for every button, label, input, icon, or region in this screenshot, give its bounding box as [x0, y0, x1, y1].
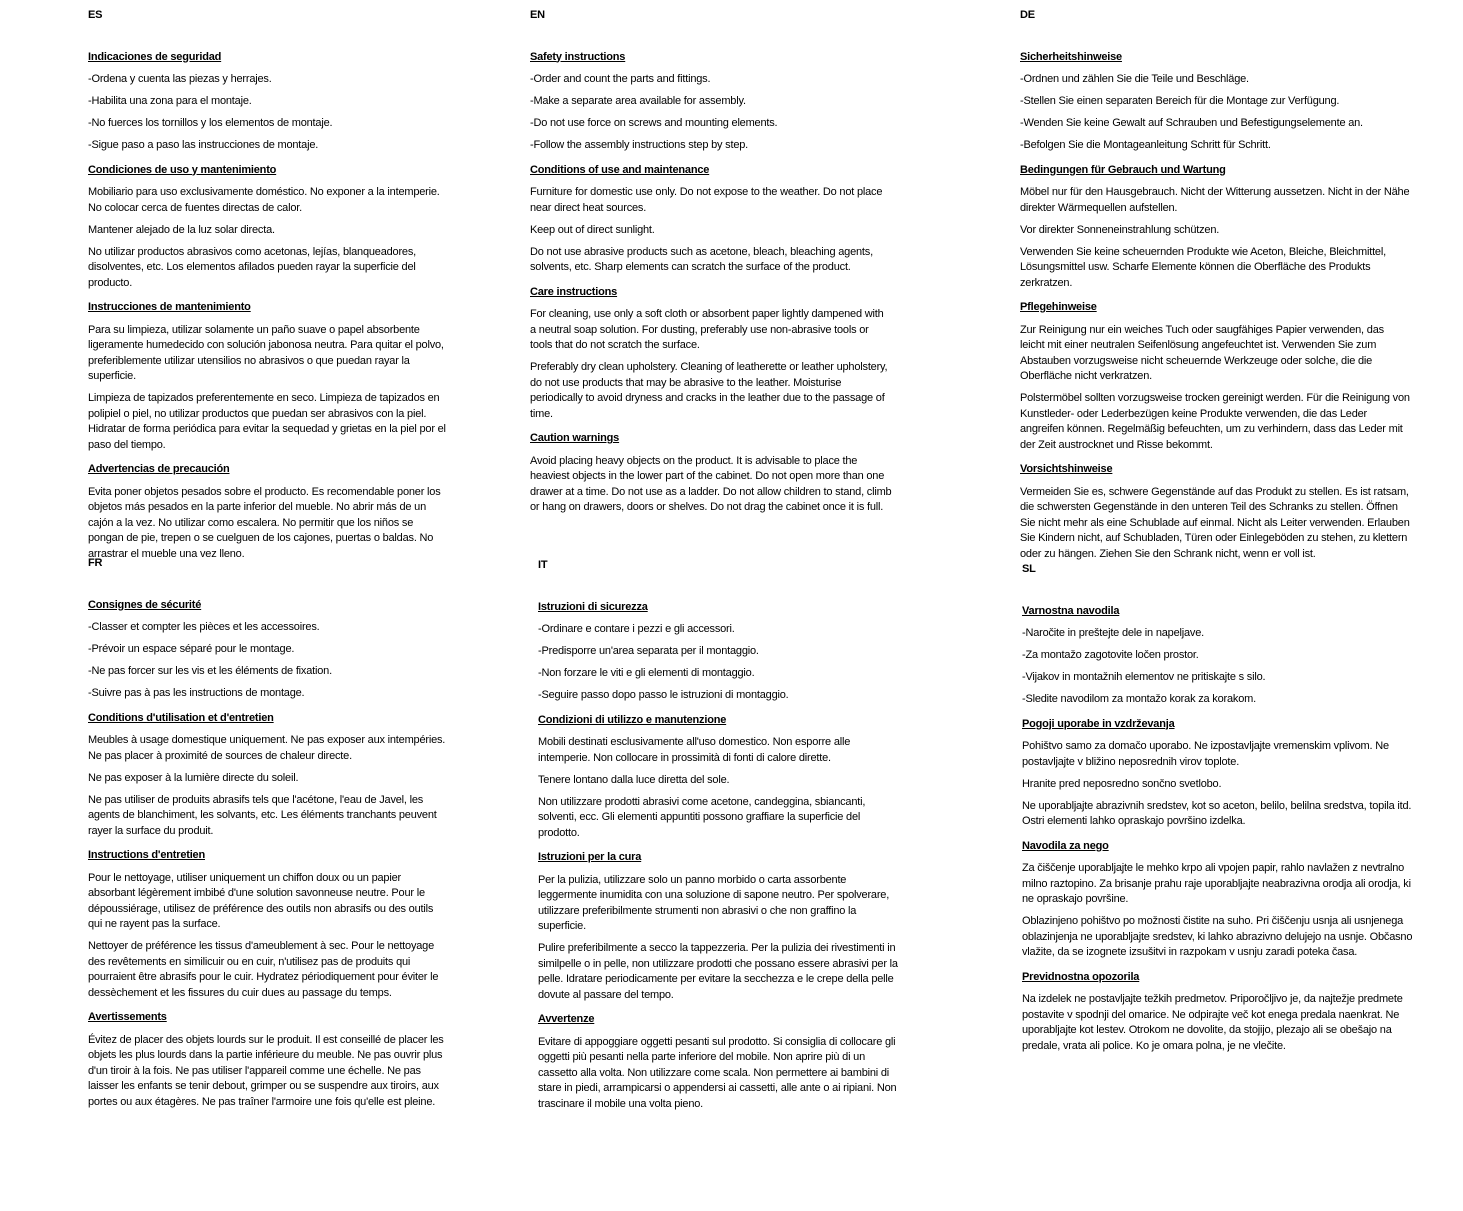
- section-heading-conditions: Condizioni di utilizzo e manutenzione: [538, 713, 727, 726]
- bullet-line: -Classer et compter les pièces et les accessoires.: [88, 621, 320, 633]
- paragraph: Limpieza de tapizados preferentemente en seco. Limpieza de tapizados en polipiel o piel, no utilizar productos que puedan ser abrasivos con la piel. Hidratar de forma periódica para evitar la sequedad y grietas en la piel por el paso del tiempo.: [88, 392, 446, 451]
- paragraph: Ne uporabljajte abrazivnih sredstev, kot so aceton, belilo, belilna sredstva, topila itd. Ostri elementi lahko opraskajo površino izdelka.: [1022, 799, 1412, 827]
- bullet-line: -Prévoir un espace séparé pour le montage.: [88, 643, 295, 655]
- bullet-line: -Non forzare le viti e gli elementi di montaggio.: [538, 667, 755, 679]
- paragraph: Meubles à usage domestique uniquement. Ne pas exposer aux intempéries. Ne pas placer à proximité de sources de chaleur directe.: [88, 734, 446, 762]
- bullet-line: -Ordinare e contare i pezzi e gli accessori.: [538, 623, 735, 635]
- paragraph: Hranite pred neposredno sončno svetlobo.: [1022, 777, 1222, 790]
- section-heading-safety: Safety instructions: [530, 50, 626, 63]
- paragraph: Avoid placing heavy objects on the product. It is advisable to place the heaviest objects in the lower part of the cabinet. Do not open more than one drawer at a time. Do not use as a ladder. Do not allow children to stand, climb or hang on drawers, doors or shelves. Do not drag the cabinet once it is full.: [530, 454, 892, 513]
- language-code-fr: FR: [88, 557, 103, 569]
- paragraph: Keep out of direct sunlight.: [530, 223, 655, 236]
- section-heading-caution: Vorsichtshinweise: [1020, 463, 1113, 475]
- section-heading-conditions: Pogoji uporabe in vzdrževanja: [1022, 717, 1175, 730]
- bullet-line: -Order and count the parts and fittings.: [530, 73, 711, 85]
- paragraph: Preferably dry clean upholstery. Cleaning of leatherette or leather upholstery, do not use products that may be abrasive to the leather. Moisturise periodically to avoid dryness and cracks in the leather due to the passage of time.: [530, 361, 888, 420]
- paragraph: Pohištvo samo za domačo uporabo. Ne izpostavljajte vremenskim vplivom. Ne postavljajte v bližino neposrednih virov toplote.: [1022, 740, 1389, 768]
- section-heading-conditions: Conditions d'utilisation et d'entretien: [88, 711, 274, 724]
- paragraph: No utilizar productos abrasivos como acetonas, lejías, blanqueadores, disolventes, etc. Los elementos afilados pueden rayar la superficie del producto.: [88, 245, 417, 289]
- language-code-sl: SL: [1022, 563, 1036, 575]
- bullet-line: -Seguire passo dopo passo le istruzioni di montaggio.: [538, 689, 789, 701]
- bullet-line: -Stellen Sie einen separaten Bereich für die Montage zur Verfügung.: [1020, 95, 1340, 107]
- bullet-line: -Naročite in preštejte dele in napeljave.: [1022, 627, 1204, 639]
- paragraph: Tenere lontano dalla luce diretta del sole.: [538, 773, 730, 786]
- bullet-line: -Sledite navodilom za montažo korak za korakom.: [1022, 693, 1256, 705]
- paragraph: Verwenden Sie keine scheuernden Produkte wie Aceton, Bleiche, Bleichmittel, Lösungsmittel usw. Scharfe Elemente können die Oberfläche des Produkts zerkratzen.: [1020, 245, 1386, 289]
- bullet-line: -Do not use force on screws and mounting elements.: [530, 117, 778, 129]
- paragraph: Ne pas exposer à la lumière directe du soleil.: [88, 771, 299, 784]
- language-block-es: [88, 8, 448, 569]
- bullet-line: -Ordnen und zählen Sie die Teile und Beschläge.: [1020, 73, 1249, 85]
- section-heading-safety: Istruzioni di sicurezza: [538, 600, 648, 613]
- paragraph: Mobili destinati esclusivamente all'uso domestico. Non esporre alle intemperie. Non collocare in prossimità di fonti di calore dirette.: [538, 736, 851, 764]
- section-heading-safety: Varnostna navodila: [1022, 604, 1120, 617]
- bullet-line: -Befolgen Sie die Montageanleitung Schritt für Schritt.: [1020, 139, 1271, 151]
- paragraph: Na izdelek ne postavljajte težkih predmetov. Priporočljivo je, da najtežje predmete postavite v spodnji del omarice. Ne odpirajte več kot enega predala naenkrat. Ne uporabljajte kot lestev. Otrokom ne dovolite, da stojijo, plezajo ali se obešajo na predale, vrata ali police. Ko je omara polna, je ne vlečite.: [1022, 993, 1403, 1052]
- paragraph: Pulire preferibilmente a secco la tappezzeria. Per la pulizia dei rivestimenti in similpelle o in pelle, non utilizzare prodotti che possano essere abrasivi per la pelle. Idratare periodicamente per evitare la secchezza e le crepe della pelle dovute al passare del tempo.: [538, 942, 898, 1001]
- bullet-line: -Ordena y cuenta las piezas y herrajes.: [88, 73, 272, 85]
- paragraph: Mobiliario para uso exclusivamente doméstico. No exponer a la intemperie. No colocar cerca de fuentes directas de calor.: [88, 186, 440, 214]
- section-heading-conditions: Conditions of use and maintenance: [530, 163, 710, 176]
- bullet-line: -Sigue paso a paso las instrucciones de montaje.: [88, 139, 319, 151]
- bullet-line: -Habilita una zona para el montaje.: [88, 95, 252, 107]
- bullet-line: -Vijakov in montažnih elementov ne pritiskajte s silo.: [1022, 671, 1266, 683]
- section-heading-safety: Consignes de sécurité: [88, 598, 202, 611]
- language-block-it: [538, 558, 900, 1119]
- bullet-line: -Wenden Sie keine Gewalt auf Schrauben und Befestigungselemente an.: [1020, 117, 1363, 129]
- section-heading-care: Instrucciones de mantenimiento: [88, 301, 251, 313]
- section-heading-caution: Avvertenze: [538, 1013, 595, 1025]
- bullet-line: -Predisporre un'area separata per il montaggio.: [538, 645, 759, 657]
- paragraph: Evitare di appoggiare oggetti pesanti sul prodotto. Si consiglia di collocare gli oggetti più pesanti nella parte inferiore del mobile. Non aprire più di un cassetto alla volta. Non utilizzare come scala. Non permettere ai bambini di stare in piedi, arrampicarsi o appendersi ai cassetti, alle ante o ai ripiani. Non trascinare il mobile una volta pieno.: [538, 1035, 897, 1110]
- language-code-it: IT: [538, 559, 548, 571]
- language-block-de: [1020, 8, 1410, 569]
- section-heading-caution: Avertissements: [88, 1011, 167, 1023]
- paragraph: Mantener alejado de la luz solar directa.: [88, 223, 275, 236]
- bullet-line: -Za montažo zagotovite ločen prostor.: [1022, 649, 1199, 661]
- section-heading-safety: Sicherheitshinweise: [1020, 50, 1122, 63]
- paragraph: Zur Reinigung nur ein weiches Tuch oder saugfähiges Papier verwenden, das leicht mit einer neutralen Seifenlösung angefeuchtet ist. Verwenden Sie zum Abstauben vorzugsweise nicht scheuernde Werkzeuge oder solche, die die Oberfläche nicht verkratzen.: [1020, 323, 1384, 382]
- paragraph: Non utilizzare prodotti abrasivi come acetone, candeggina, sbiancanti, solventi, ecc. Gli elementi appuntiti possono graffiare la superficie del prodotto.: [538, 795, 866, 839]
- language-code-en: EN: [530, 9, 545, 21]
- section-heading-caution: Caution warnings: [530, 432, 620, 444]
- paragraph: Oblazinjeno pohištvo po možnosti čistite na suho. Pri čiščenju usnja ali usnjenega oblazinjenja ne uporabljajte sredstev, ki lahko abrazivno delujejo na usnje. Občasno vlažite, da se izognete izsušitvi in razpokam v usnju zaradi poteka časa.: [1022, 915, 1413, 958]
- paragraph: Za čiščenje uporabljajte le mehko krpo ali vpojen papir, rahlo navlažen z nevtralno milno raztopino. Za brisanje prahu raje uporabljajte neabrazivna orodja ali orodja, ki ne opraskajo površine.: [1022, 862, 1411, 905]
- paragraph: Furniture for domestic use only. Do not expose to the weather. Do not place near direct heat sources.: [530, 186, 883, 214]
- section-heading-care: Navodila za nego: [1022, 839, 1109, 852]
- paragraph: For cleaning, use only a soft cloth or absorbent paper lightly dampened with a neutral soap solution. For dusting, preferably use non-abrasive tools or tools that do not scratch the surface.: [530, 308, 884, 351]
- language-code-es: ES: [88, 9, 103, 21]
- paragraph: Para su limpieza, utilizar solamente un paño suave o papel absorbente ligeramente humedecido con solución jabonosa neutra. Para quitar el polvo, preferiblemente utilizar utensilios no abrasivos o que puedan rayar la superficie.: [88, 323, 444, 382]
- language-block-en: [530, 8, 892, 522]
- section-heading-care: Pflegehinweise: [1020, 301, 1097, 313]
- bullet-line: -Make a separate area available for assembly.: [530, 95, 746, 107]
- paragraph: Polstermöbel sollten vorzugsweise trocken gereinigt werden. Für die Reinigung von Kunstleder- oder Lederbezügen keine Produkte verwenden, die das Leder angreifen können. Regelmäßig befeuchten, um zu verhindern, dass das Leder mit der Zeit austrocknet und Risse bekommt.: [1020, 392, 1410, 451]
- paragraph: Vermeiden Sie es, schwere Gegenstände auf das Produkt zu stellen. Es ist ratsam, die schwersten Gegenstände in den unteren Teil des Schranks zu stellen. Öffnen Sie nicht mehr als eine Schublade auf einmal. Nicht als Leiter verwenden. Erlauben Sie Kindern nicht, auf Schubladen, Türen oder Einlegeböden zu stehen, zu klettern oder zu hängen. Ziehen Sie den Schrank nicht, wenn er voll ist.: [1020, 485, 1410, 560]
- section-heading-conditions: Condiciones de uso y mantenimiento: [88, 163, 277, 176]
- section-heading-safety: Indicaciones de seguridad: [88, 50, 222, 63]
- section-heading-conditions: Bedingungen für Gebrauch und Wartung: [1020, 163, 1226, 176]
- bullet-line: -Ne pas forcer sur les vis et les éléments de fixation.: [88, 665, 332, 677]
- section-heading-care: Instructions d'entretien: [88, 849, 205, 861]
- paragraph: Per la pulizia, utilizzare solo un panno morbido o carta assorbente leggermente inumidita con una soluzione di sapone neutro. Per spolverare, utilizzare preferibilmente strumenti non abrasivi o che non graffino la superficie.: [538, 873, 890, 932]
- bullet-line: -Follow the assembly instructions step by step.: [530, 139, 749, 151]
- section-heading-care: Istruzioni per la cura: [538, 851, 642, 863]
- paragraph: Évitez de placer des objets lourds sur le produit. Il est conseillé de placer les objets les plus lourds dans la partie inférieure du meuble. Ne pas ouvrir plus d'un tiroir à la fois. Ne pas utiliser l'appareil comme une échelle. Ne pas laisser les enfants se tenir debout, grimper ou se suspendre aux tiroirs, aux portes ou aux étagères. Ne pas traîner l'armoire une fois qu'elle est pleine.: [88, 1033, 444, 1108]
- language-block-fr: [88, 556, 450, 1117]
- paragraph: Vor direkter Sonneneinstrahlung schützen.: [1020, 223, 1220, 236]
- bullet-line: -Suivre pas à pas les instructions de montage.: [88, 687, 305, 699]
- paragraph: Möbel nur für den Hausgebrauch. Nicht der Witterung aussetzen. Nicht in der Nähe direkter Wärmequellen aufstellen.: [1020, 186, 1410, 214]
- paragraph: Pour le nettoyage, utiliser uniquement un chiffon doux ou un papier absorbant légèrement imbibé d'une solution savonneuse neutre. Pour le dépoussiérage, utilisez de préférence des outils non abrasifs ou des outils qui ne rayent pas la surface.: [88, 871, 434, 930]
- paragraph: Nettoyer de préférence les tissus d'ameublement à sec. Pour le nettoyage des revêtements en similicuir ou en cuir, n'utilisez pas de produits qui pourraient être abrasifs pour le cuir. Hydratez périodiquement pour éviter le dessèchement et les fissures du cuir dues au passage du temps.: [88, 940, 439, 999]
- bullet-line: -No fuerces los tornillos y los elementos de montaje.: [88, 117, 333, 129]
- language-block-sl: [1022, 562, 1414, 1061]
- section-heading-care: Care instructions: [530, 285, 618, 298]
- section-heading-caution: Advertencias de precaución: [88, 463, 230, 475]
- section-heading-caution: Previdnostna opozorila: [1022, 970, 1140, 983]
- language-code-de: DE: [1020, 9, 1035, 21]
- paragraph: Ne pas utiliser de produits abrasifs tels que l'acétone, l'eau de Javel, les agents de blanchiment, les solvants, etc. Les éléments tranchants peuvent rayer la surface du produit.: [88, 793, 437, 837]
- paragraph: Evita poner objetos pesados sobre el producto. Es recomendable poner los objetos más pesados en la parte inferior del mueble. No abrir más de un cajón a la vez. No utilizar como escalera. No permitir que los niños se pongan de pie, trepen o se cuelguen de los cajones, puertas o baldas. No arrastrar el mueble una vez lleno.: [88, 485, 441, 560]
- paragraph: Do not use abrasive products such as acetone, bleach, bleaching agents, solvents, etc. Sharp elements can scratch the surface of the product.: [530, 245, 873, 273]
